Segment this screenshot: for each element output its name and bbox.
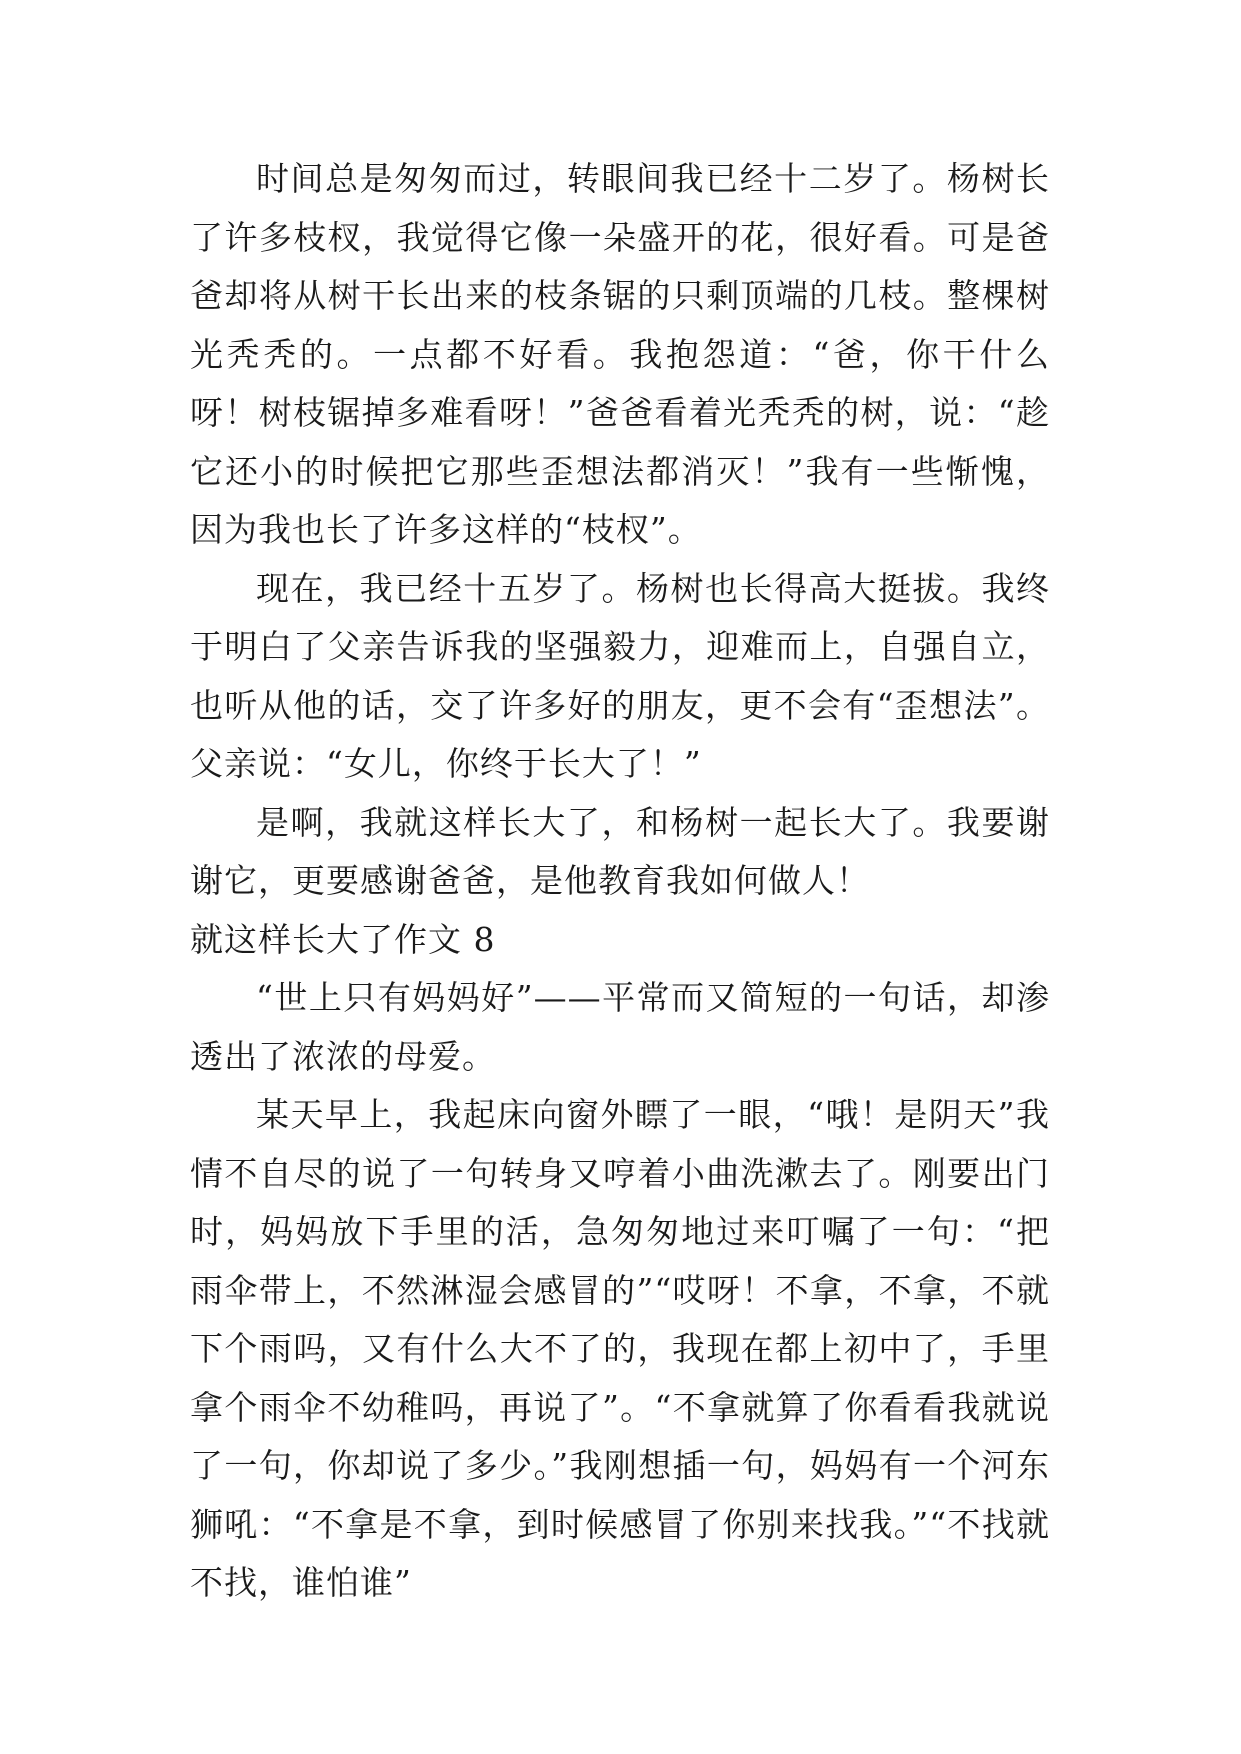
paragraph: 现在，我已经十五岁了。杨树也长得高大挺拔。我终于明白了父亲告诉我的坚强毅力，迎难而上，自强自立，也听从他的话，交了许多好的朋友，更不会有“歪想法”。父亲说：“女儿，你终于长大了！” [190,568,1050,783]
paragraph: “世上只有妈妈好”——平常而又简短的一句话，却渗透出了浓浓的母爱。 [190,978,1050,1076]
paragraph: 时间总是匆匆而过，转眼间我已经十二岁了。杨树长了许多枝杈，我觉得它像一朵盛开的花，很好看。可是爸爸却将从树干长出来的枝条锯的只剩顶端的几枝。整棵树光秃秃的。一点都不好看。我抱怨道：“爸，你干什么呀！树枝锯掉多难看呀！”爸爸看着光秃秃的树，说：“趁它还小的时候把它那些歪想法都消灭！”我有一些惭愧，因为我也长了许多这样的“枝杈”。 [190,159,1050,549]
section-title: 就这样长大了作文 8 [190,919,496,959]
paragraph: 某天早上，我起床向窗外瞟了一眼，“哦！是阴天”我情不自尽的说了一句转身又哼着小曲洗漱去了。刚要出门时，妈妈放下手里的活，急匆匆地过来叮嘱了一句：“把雨伞带上，不然淋湿会感冒的”“哎呀！不拿，不拿，不就下个雨吗，又有什么大不了的，我现在都上初中了，手里拿个雨伞不幼稚吗，再说了”。“不拿就算了你看看我就说了一句，你却说了多少。”我刚想插一句，妈妈有一个河东狮吼：“不拿是不拿，到时候感冒了你别来找我。”“不找就不找，谁怕谁” [190,1095,1050,1602]
paragraph: 是啊，我就这样长大了，和杨树一起长大了。我要谢谢它，更要感谢爸爸，是他教育我如何做人！ [190,802,1050,900]
document-body [190,150,1050,1613]
